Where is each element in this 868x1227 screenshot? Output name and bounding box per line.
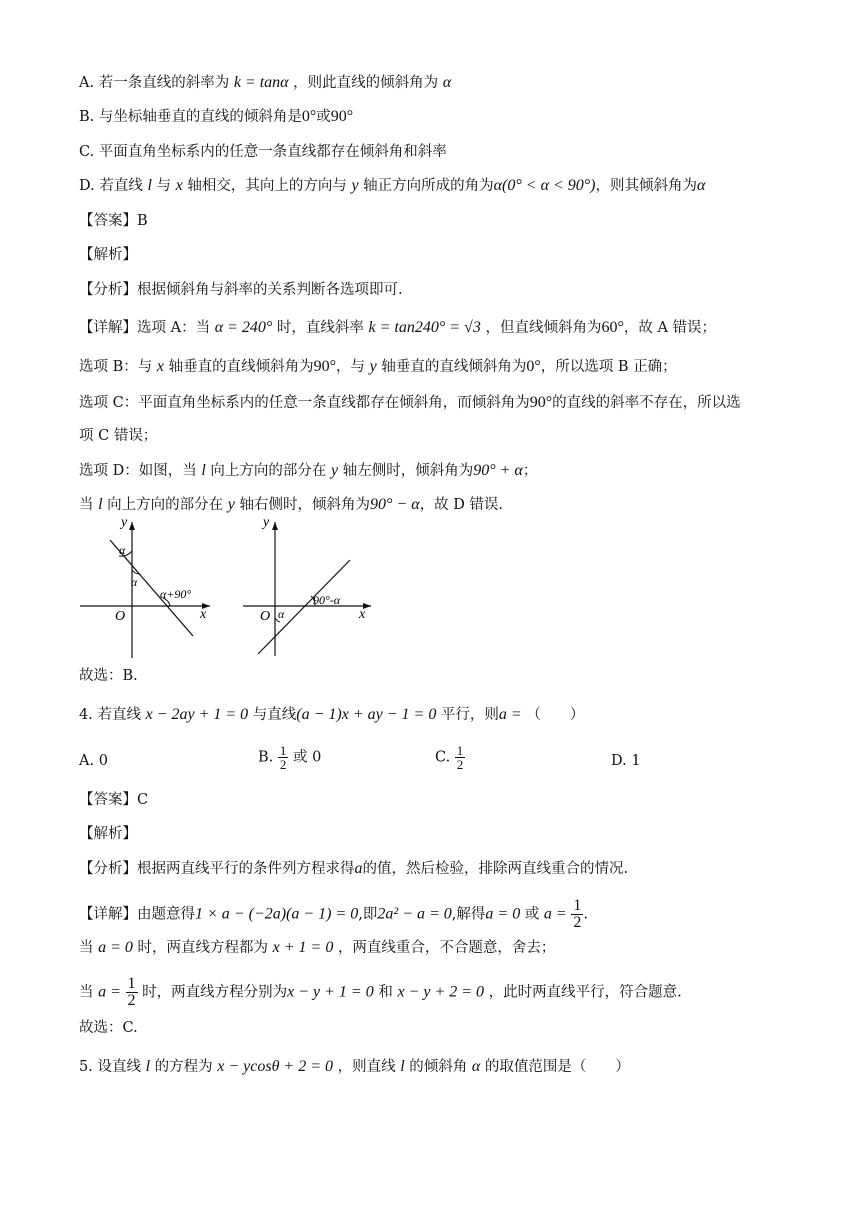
formula: a <box>354 860 363 877</box>
text: ，则其倾斜角为 <box>595 178 697 194</box>
x-label: x <box>359 607 366 622</box>
option-c <box>79 142 447 162</box>
angle-label: 90°-α <box>313 593 341 607</box>
denominator: 2 <box>456 757 464 772</box>
left-diagram <box>80 518 210 658</box>
formula: x + 1 = 0 <box>272 939 334 956</box>
case-a0 <box>79 938 555 958</box>
formula: a = <box>98 983 121 1001</box>
text: 当 <box>79 940 94 956</box>
text: 选项 D：如图，当 <box>79 463 197 479</box>
text: A. 若一条直线的斜率为 <box>79 75 230 91</box>
angle-label: α <box>119 543 126 557</box>
fraction-half <box>278 744 289 771</box>
right-diagram <box>243 518 371 656</box>
text: ，则此直线的倾斜角为 <box>293 75 439 91</box>
origin-label: O <box>115 609 126 624</box>
formula: α <box>442 74 452 91</box>
fraction-half <box>571 898 583 931</box>
formula: (a − 1)x + ay − 1 = 0 <box>296 706 437 723</box>
text: 的值，然后检验，排除两直线重合的情况. <box>362 861 629 877</box>
text: 的取值范围是（ ） <box>484 1059 630 1075</box>
text: 时，两直线方程分别为 <box>142 984 288 1001</box>
text: 时，两直线方程都为 <box>137 940 269 956</box>
text: D. 若直线 <box>79 178 143 194</box>
text: 轴右侧时，倾斜角为 <box>239 497 370 513</box>
formula: 90° <box>330 108 354 125</box>
x-label: x <box>200 607 207 622</box>
text: C. <box>435 749 451 766</box>
numerator: 1 <box>456 743 464 758</box>
numerator: 1 <box>573 897 582 914</box>
formula: k = tan240° = √3 <box>368 319 481 336</box>
analysis-label: 【解析】 <box>79 247 137 263</box>
detail-4 <box>79 898 588 931</box>
analysis-label: 【解析】 <box>79 826 137 842</box>
formula: x − y + 1 = 0 <box>287 983 374 1001</box>
y-label: y <box>263 518 270 530</box>
text: 【详解】由题意得 <box>79 906 195 923</box>
text: ，则直线 <box>337 1059 396 1075</box>
detail-d <box>79 461 537 481</box>
text: 选项 B：与 <box>79 359 153 375</box>
text: . <box>583 906 588 923</box>
formula: 0° <box>301 108 317 125</box>
text: 或 <box>524 906 540 923</box>
text: ，两直线重合，不合题意，舍去； <box>337 940 556 956</box>
detail-c-cont: 项 C 错误； <box>79 428 158 444</box>
angle-figure <box>75 518 375 658</box>
y-axis-arrow <box>129 522 135 530</box>
text: 轴垂直的直线倾斜角为 <box>381 359 527 375</box>
angle-label: α+90° <box>160 587 192 601</box>
denominator: 2 <box>279 757 287 772</box>
formula: y <box>227 496 235 513</box>
formula: 90° + α <box>473 462 523 479</box>
text: 或 <box>316 109 331 125</box>
formula: α <box>697 177 706 194</box>
text: 轴正方向所成的角为 <box>363 178 494 194</box>
formula: α = 240° <box>214 319 273 336</box>
formula: l <box>98 496 103 513</box>
case-a-half <box>79 976 682 1009</box>
formula: y <box>351 177 359 194</box>
text: （ ） <box>526 707 585 723</box>
text: 当 <box>79 497 94 513</box>
text: 4. 若直线 <box>79 707 141 723</box>
option-b <box>79 107 353 127</box>
formula: 60° <box>601 319 624 336</box>
text: ； <box>522 463 538 479</box>
analysis-summary <box>79 859 628 879</box>
text: 与直线 <box>252 707 297 723</box>
detail-b <box>79 357 677 377</box>
formula: 2a² − a = 0 <box>377 905 452 923</box>
text: ,即 <box>358 906 378 923</box>
question-4 <box>79 705 584 725</box>
origin-label: O <box>260 609 271 624</box>
formula: l <box>145 1058 151 1075</box>
formula: l <box>147 177 152 194</box>
detail-a <box>79 318 716 338</box>
text: 向上方向的部分在 <box>210 463 327 479</box>
text: ，所以选项 B 正确； <box>540 359 677 375</box>
text: 5. 设直线 <box>79 1059 141 1075</box>
y-label: y <box>121 518 128 530</box>
text: 的直线的斜率不存在，所以选 <box>552 395 741 411</box>
text: B. <box>258 749 274 766</box>
text: ,解得 <box>451 906 486 923</box>
formula: 1 × a − (−2a)(a − 1) = 0 <box>195 905 359 923</box>
text: 轴相交，其向上的方向与 <box>187 178 347 194</box>
formula: x <box>175 177 183 194</box>
denominator: 2 <box>127 992 136 1009</box>
formula: 90° <box>529 394 553 411</box>
text: ，故 D 错误. <box>419 497 504 513</box>
text: 或 0 <box>292 749 322 766</box>
formula: y <box>369 358 377 375</box>
detail-e <box>79 495 503 515</box>
text: 的倾斜角 <box>409 1059 468 1075</box>
formula: l <box>400 1058 405 1075</box>
text: 平行，则 <box>440 707 499 723</box>
text: B. 与坐标轴垂直的直线的倾斜角是 <box>79 109 302 125</box>
formula: x − 2ay + 1 = 0 <box>145 706 249 723</box>
text: ，但直线倾斜角为 <box>485 320 602 336</box>
option-a <box>79 73 451 93</box>
angle-label: α <box>131 575 138 589</box>
denominator: 2 <box>573 914 582 931</box>
formula: x <box>156 358 164 375</box>
text: ，此时两直线平行，符合题意. <box>488 984 682 1001</box>
fraction-half <box>455 744 466 771</box>
detail-c <box>79 393 741 413</box>
text: 选项 C：平面直角坐标系内的任意一条直线都存在倾斜角，而倾斜角为 <box>79 395 530 411</box>
q4-option-d: D. 1 <box>611 753 641 769</box>
formula: y <box>331 462 339 479</box>
text: C. 平面直角坐标系内的任意一条直线都存在倾斜角和斜率 <box>79 144 447 160</box>
line-l <box>258 560 350 654</box>
answer-label: 【答案】C <box>79 792 149 808</box>
angle-label: α <box>278 607 285 621</box>
q4-option-b <box>258 744 321 771</box>
choose-c: 故选：C. <box>79 1020 138 1036</box>
formula: x − y + 2 = 0 <box>397 983 485 1001</box>
formula: 0° <box>526 358 541 375</box>
numerator: 1 <box>127 975 136 992</box>
question-5 <box>79 1057 630 1077</box>
text: ，故 A 错误； <box>623 320 717 336</box>
text: 轴左侧时，倾斜角为 <box>342 463 474 479</box>
formula: a = 0 <box>485 905 521 923</box>
numerator: 1 <box>279 743 287 758</box>
formula: 90° <box>313 358 336 375</box>
analysis-summary: 【分析】根据倾斜角与斜率的关系判断各选项即可. <box>79 282 403 298</box>
formula: a = <box>498 706 522 723</box>
text: ，与 <box>336 359 365 375</box>
q4-option-a: A. 0 <box>79 753 108 769</box>
formula: k = tanα <box>233 74 289 91</box>
text: 时，直线斜率 <box>276 320 364 336</box>
text: 【详解】选项 A：当 <box>79 320 211 336</box>
formula: a = 0 <box>98 939 133 956</box>
formula: a = <box>543 905 567 923</box>
answer-label: 【答案】B <box>79 213 148 229</box>
q4-option-c <box>435 744 465 771</box>
formula: 90° − α <box>370 496 420 513</box>
choose-b: 故选：B. <box>79 668 138 684</box>
fraction-half <box>126 976 138 1009</box>
text: 与 <box>156 178 171 194</box>
text: 【分析】根据两直线平行的条件列方程求得 <box>79 861 355 877</box>
y-axis-arrow <box>272 522 278 530</box>
option-d <box>79 176 705 196</box>
formula: α <box>471 1058 481 1075</box>
formula: α(0° < α < 90°) <box>493 177 596 194</box>
text: 轴垂直的直线倾斜角为 <box>168 359 314 375</box>
text: 当 <box>79 984 94 1001</box>
text: 向上方向的部分在 <box>107 497 224 513</box>
text: 和 <box>378 984 393 1001</box>
text: 的方程为 <box>154 1059 213 1075</box>
formula: l <box>201 462 206 479</box>
formula: x − ycosθ + 2 = 0 <box>217 1058 334 1075</box>
